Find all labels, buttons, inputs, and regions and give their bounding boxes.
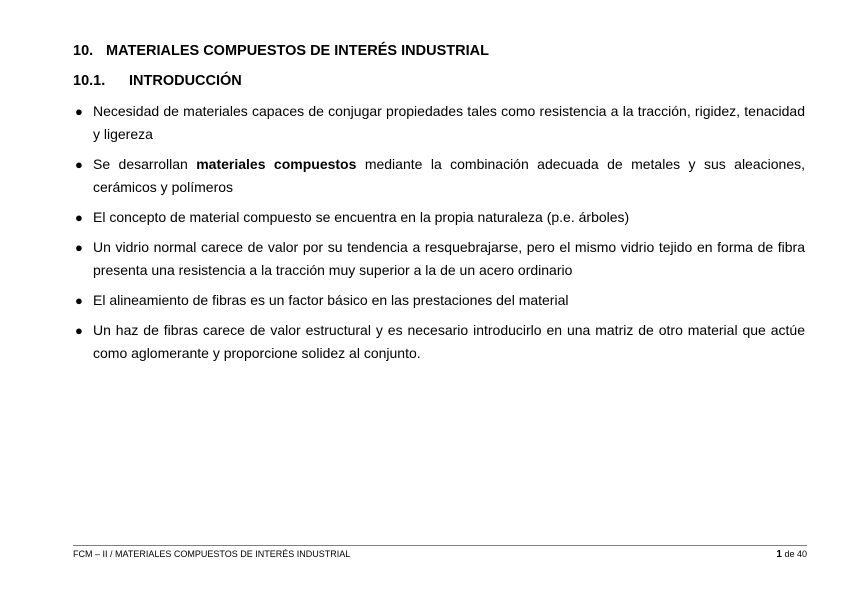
bullet-text: Un haz de fibras carece de valor estructural y es necesario introducirlo en una matriz de otro material que actúe como aglomerante y proporcione solidez al conjunto. — [93, 322, 805, 361]
bullet-dot-icon: ● — [75, 210, 83, 225]
section-heading — [73, 43, 489, 59]
subsection-title: INTRODUCCIÓN — [129, 73, 242, 89]
bullet-text-after: mediante la combinación adecuada de metales y sus aleaciones, cerámicos y polímeros — [93, 156, 805, 195]
bullet-item — [73, 319, 805, 365]
bullet-text: El concepto de material compuesto se encuentra en la propia naturaleza (p.e. árboles) — [93, 209, 630, 225]
bullet-text: El alineamiento de fibras es un factor básico en las prestaciones del material — [93, 292, 569, 308]
bullet-text: Necesidad de materiales capaces de conjugar propiedades tales como resistencia a la tracción, rigidez, tenacidad y ligereza — [93, 103, 805, 142]
bullet-item — [73, 236, 805, 282]
bullet-item — [73, 206, 805, 229]
bullet-item — [73, 153, 805, 199]
bullet-item — [73, 100, 805, 146]
bullet-dot-icon: ● — [75, 104, 83, 119]
subsection-heading — [73, 73, 242, 89]
bullet-dot-icon: ● — [75, 240, 83, 255]
subsection-number: 10.1. — [73, 73, 106, 89]
page-total: 40 — [796, 549, 807, 559]
bullet-item — [73, 289, 805, 312]
footer-title: FCM – II / MATERIALES COMPUESTOS DE INTERÉS INDUSTRIAL — [73, 549, 351, 559]
bullet-list — [73, 100, 805, 372]
page-current: 1 — [776, 549, 782, 560]
bullet-dot-icon: ● — [75, 157, 83, 172]
bullet-text: Un vidrio normal carece de valor por su tendencia a resquebrajarse, pero el mismo vidrio tejido en forma de fibra presenta una resistencia a la tracción muy superior a la de un acero ordinario — [93, 239, 805, 278]
bullet-dot-icon: ● — [75, 293, 83, 308]
bullet-dot-icon: ● — [75, 323, 83, 338]
page-number — [776, 549, 807, 560]
bullet-text-bold: materiales compuestos — [196, 156, 357, 172]
bullet-text-before: Se desarrollan — [93, 156, 197, 172]
page-separator: de — [781, 549, 797, 559]
section-number: 10. — [73, 43, 94, 59]
section-title: MATERIALES COMPUESTOS DE INTERÉS INDUSTRIAL — [106, 43, 489, 59]
footer-divider — [73, 545, 807, 546]
